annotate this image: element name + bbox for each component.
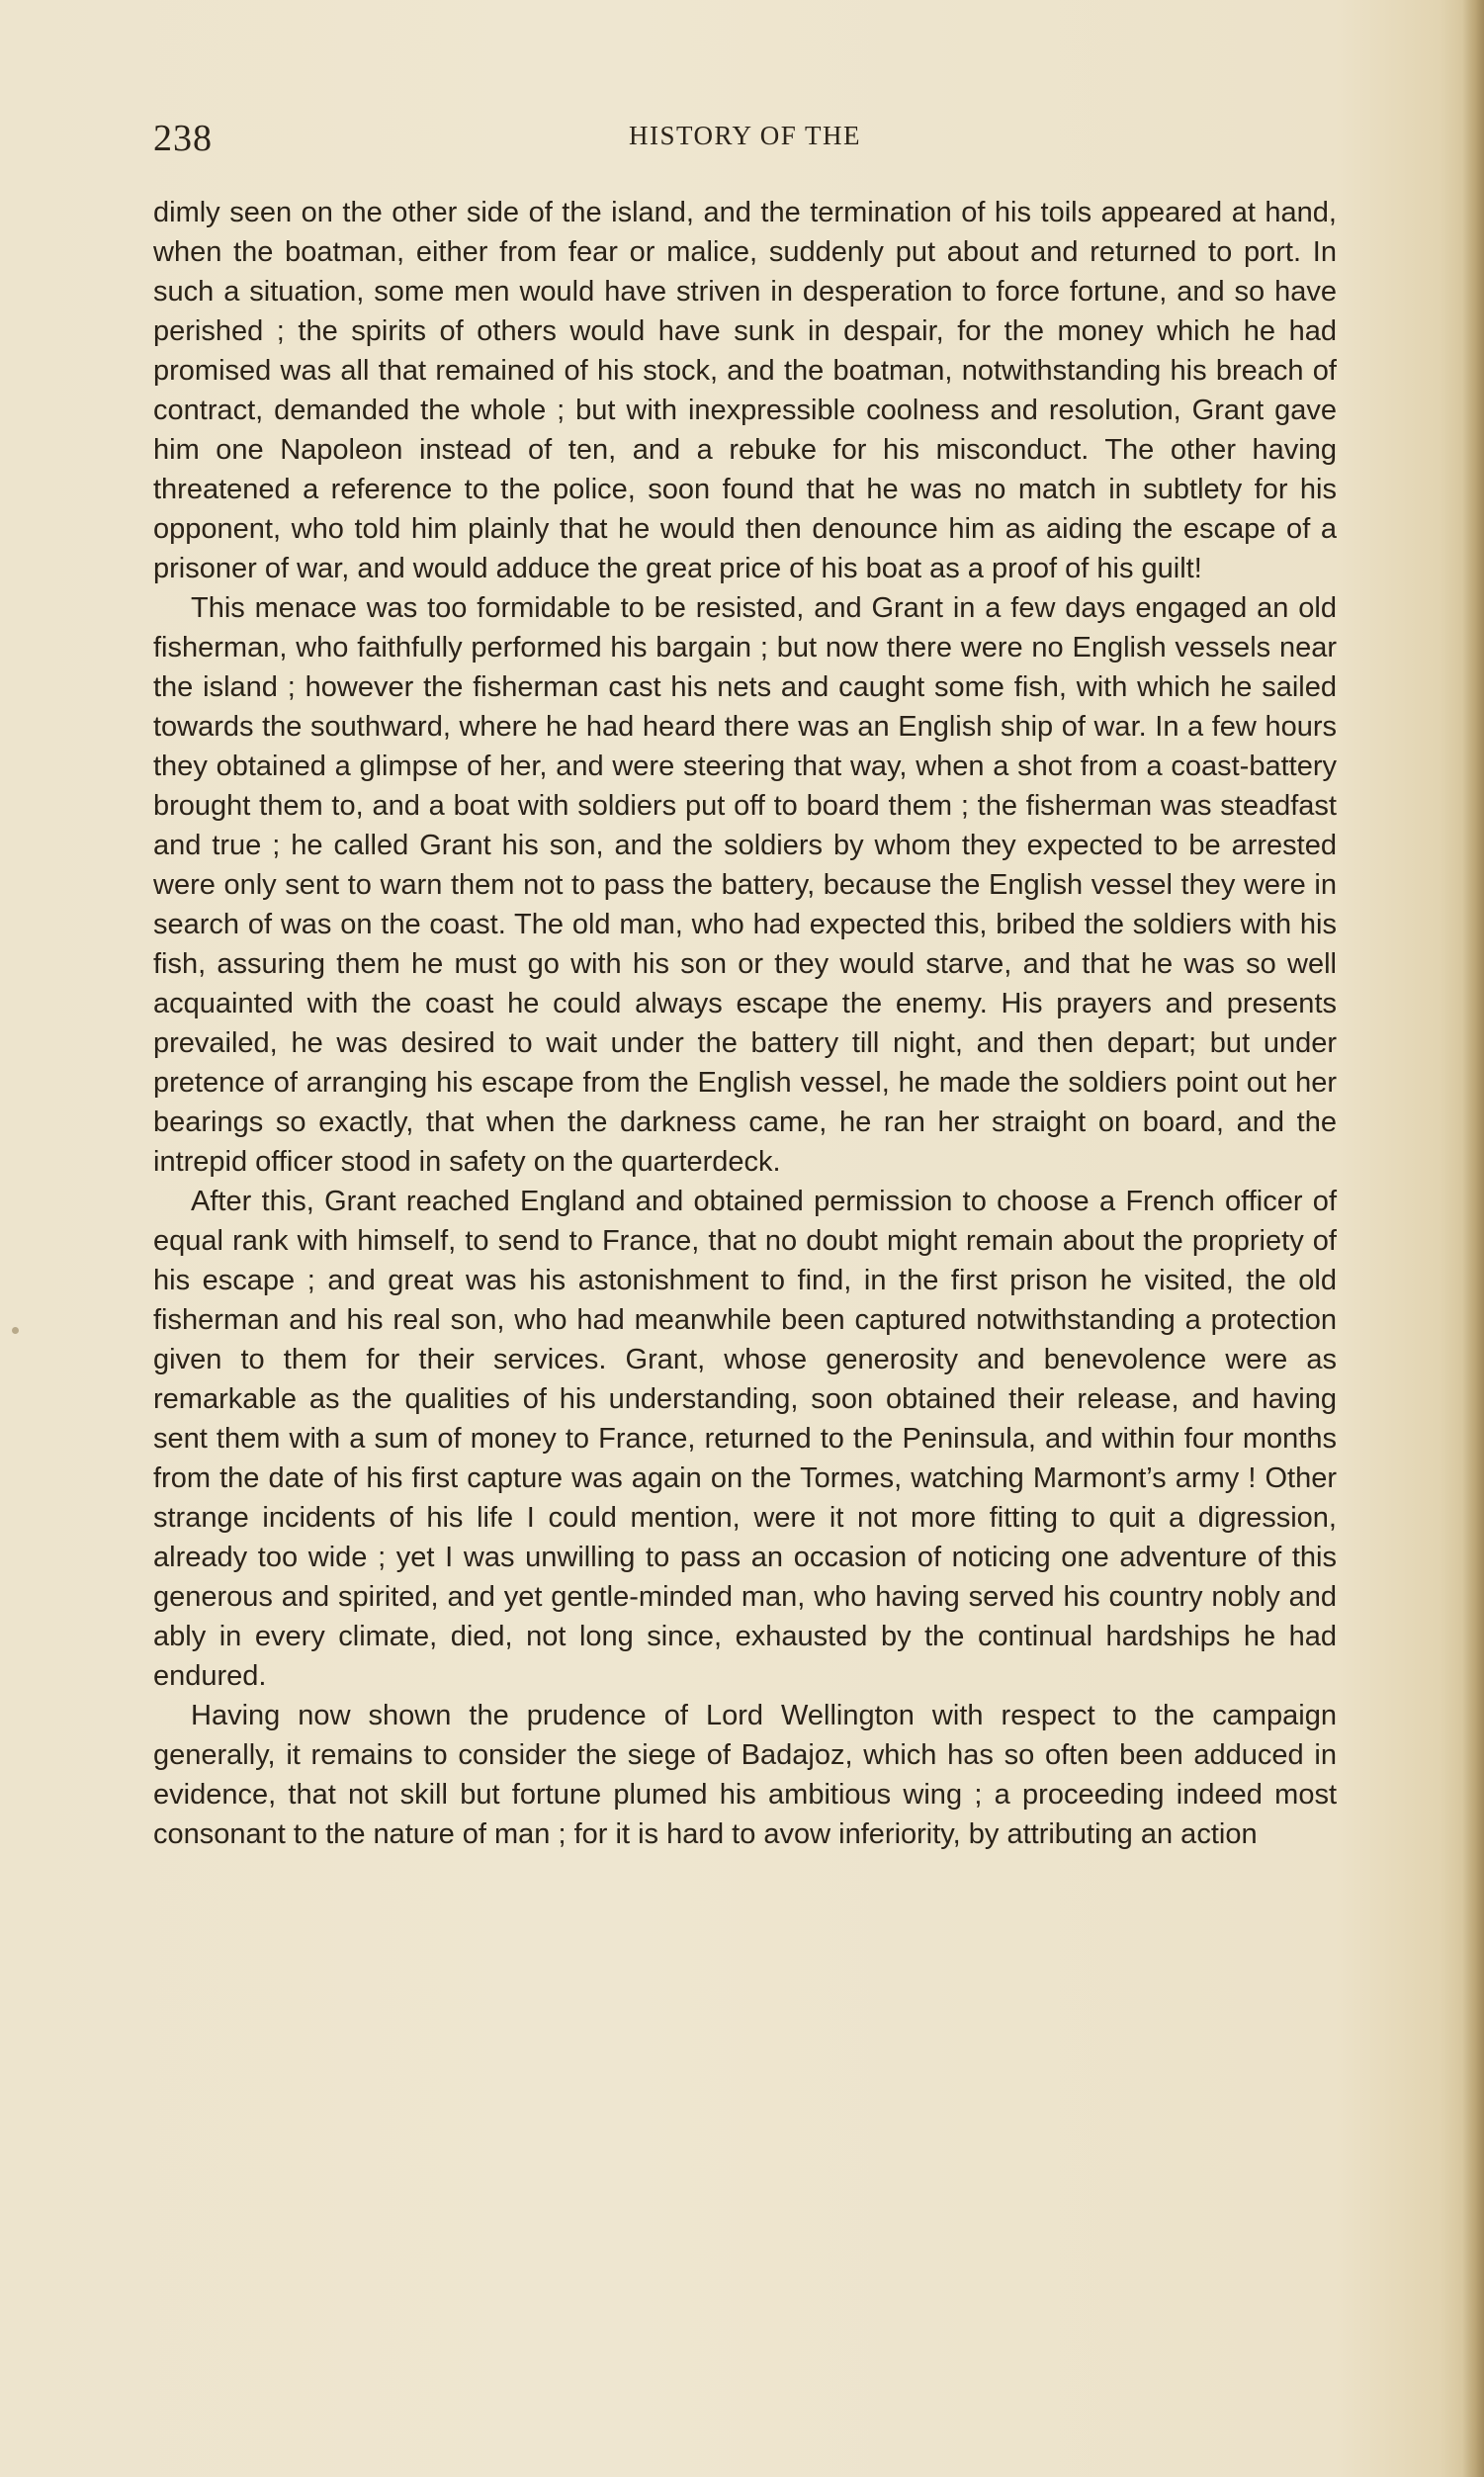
paragraph-england: After this, Grant reached England and obtained permission to choose a French officer of equal rank with himself, to send to France, that no doubt might remain about the propriety of his escape ; and great was his astonishment to find, in the first prison he visited, the old fisherman and his real son, who had meanwhile been captured notwithstanding a protection given to them for their services. Grant, whose generosity and benevolence were as remarkable as the qualities of his understanding, soon obtained their release, and having sent them with a sum of money to France, returned to the Peninsula, and within four months from the date of his first capture was again on the Tormes, watching Marmont’s army ! Other strange incidents of his life I could mention, were it not more fitting to quit a digression, already too wide ; yet I was unwilling to pass an occasion of noticing one adventure of this generous and spirited, and yet gentle-minded man, who having served his country nobly and ably in every climate, died, not long since, exhausted by the continual hardships he had endured. [153,1186,1337,1692]
page-number: 238 [153,118,213,159]
running-head: HISTORY OF THE [628,121,862,150]
page-header [153,117,1337,166]
page-edge-shadow [1462,0,1484,2477]
paragraph-badajoz: Having now shown the prudence of Lord Wellington with respect to the campaign generally, it remains to consider the siege of Badajoz, which has so often been adduced in evidence, that not skill but fortune plumed his ambitious wing ; a proceeding indeed most consonant to the nature of man ; for it is hard to avow inferiority, by attributing an action [153,1700,1337,1850]
body-text [153,193,1337,1854]
paragraph-continuation: dimly seen on the other side of the island, and the termination of his toils appeared at hand, when the boatman, either from fear or malice, suddenly put about and returned to port. In such a situation, some men would have striven in desperation to force fortune, and so have perished ; the spirits of others would have sunk in despair, for the money which he had promised was all that remained of his stock, and the boatman, notwithstanding his breach of contract, demanded the whole ; but with inexpressible coolness and resolution, Grant gave him one Napoleon instead of ten, and a rebuke for his misconduct. The other having threatened a reference to the police, soon found that he was no match in subtlety for his opponent, who told him plainly that he would then denounce him as aiding the escape of a prisoner of war, and would adduce the great price of his boat as a proof of his guilt! [153,197,1337,584]
ink-speck [12,1327,19,1334]
paragraph-fisherman: This menace was too formidable to be resisted, and Grant in a few days engaged an old fisherman, who faithfully performed his bargain ; but now there were no English vessels near the island ; however the fisherman cast his nets and caught some fish, with which he sailed towards the southward, where he had heard there was an English ship of war. In a few hours they obtained a glimpse of her, and were steering that way, when a shot from a coast-battery brought them to, and a boat with soldiers put off to board them ; the fisherman was steadfast and true ; he called Grant his son, and the soldiers by whom they expected to be arrested were only sent to warn them not to pass the battery, because the English vessel they were in search of was on the coast. The old man, who had expected this, bribed the soldiers with his fish, assuring them he must go with his son or they would starve, and that he was so well acquainted with the coast he could always escape the enemy. His prayers and presents prevailed, he was desired to wait under the battery till night, and then depart; but under pretence of arranging his escape from the English vessel, he made the soldiers point out her bearings so exactly, that when the darkness came, he ran her straight on board, and the intrepid officer stood in safety on the quarterdeck. [153,592,1337,1178]
